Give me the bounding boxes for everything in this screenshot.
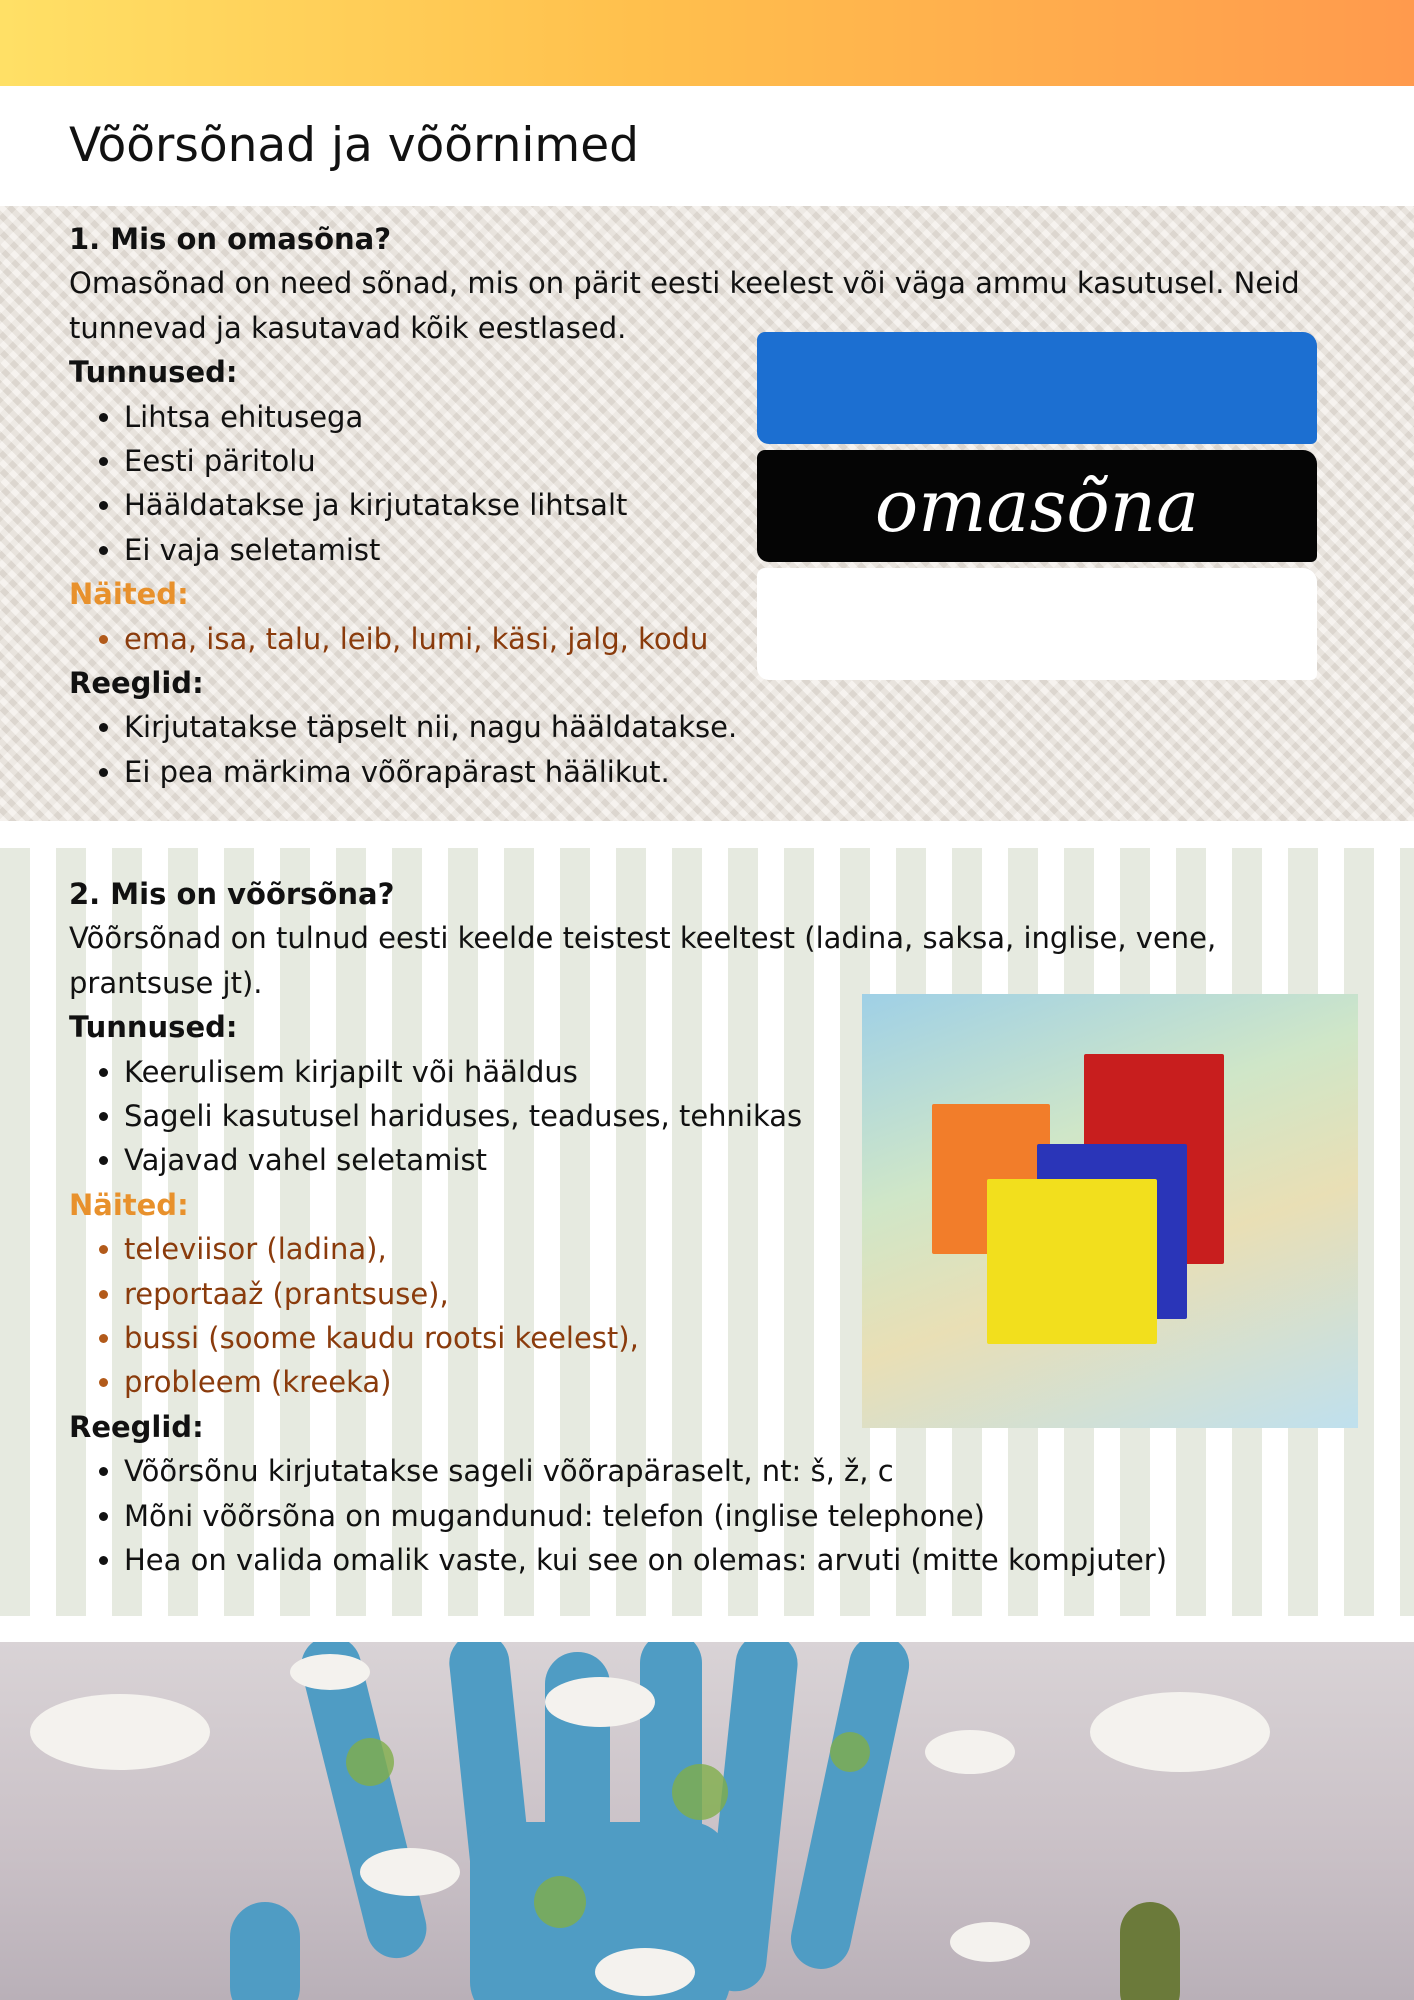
list-item: • Hääldatakse ja kirjutatakse lihtsalt xyxy=(124,483,1309,527)
list-item: • televiisor (ladina), xyxy=(124,1227,1309,1271)
list-item: • Mõni võõrsõna on mugandunud: telefon (inglise telephone) xyxy=(124,1494,1309,1538)
list-item: • probleem (kreeka) xyxy=(124,1360,1309,1404)
rules-list xyxy=(69,1449,1309,1582)
section-voorsona xyxy=(69,872,1309,1583)
list-item: • Eesti päritolu xyxy=(124,439,1309,483)
list-item: • Ei vaja seletamist xyxy=(124,528,1309,572)
section-heading: 2. Mis on võõrsõna? xyxy=(69,877,395,911)
features-label: Tunnused: xyxy=(69,1010,238,1045)
features-list xyxy=(69,1050,1309,1183)
features-list xyxy=(69,395,1309,573)
rules-label: Reeglid: xyxy=(69,1409,204,1444)
examples-list xyxy=(69,617,1309,661)
list-item: • Keerulisem kirjapilt või hääldus xyxy=(124,1050,1309,1094)
features-label: Tunnused: xyxy=(69,355,238,390)
list-item: • Hea on valida omalik vaste, kui see on olemas: arvuti (mitte kompjuter) xyxy=(124,1538,1309,1582)
flag-word: omasõna xyxy=(874,464,1200,548)
list-item: • ema, isa, talu, leib, lumi, käsi, jalg, kodu xyxy=(124,617,1309,661)
rules-list xyxy=(69,705,1309,794)
list-item: • Võõrsõnu kirjutatakse sageli võõrapäraselt, nt: š, ž, c xyxy=(124,1449,1309,1493)
rules-label: Reeglid: xyxy=(69,666,204,701)
list-item: • bussi (soome kaudu rootsi keelest), xyxy=(124,1316,1309,1360)
list-item: • Vajavad vahel seletamist xyxy=(124,1138,1309,1182)
world-map-hands-image xyxy=(0,1642,1414,2000)
section-intro: Omasõnad on need sõnad, mis on pärit eesti keelest või väga ammu kasutusel. Neid tunnevad ja kasutavad kõik eestlased. xyxy=(69,266,1300,345)
hands-doves-illustration xyxy=(0,1642,1414,2000)
list-item: • Lihtsa ehitusega xyxy=(124,395,1309,439)
page-title: Võõrsõnad ja võõrnimed xyxy=(69,118,639,173)
section-heading: 1. Mis on omasõna? xyxy=(69,222,392,256)
list-item: • Ei pea märkima võõrapärast häälikut. xyxy=(124,750,1309,794)
list-item: • Kirjutatakse täpselt nii, nagu hääldatakse. xyxy=(124,705,1309,749)
list-item: • reportaaž (prantsuse), xyxy=(124,1272,1309,1316)
section-intro: Võõrsõnad on tulnud eesti keelde teistest keeltest (ladina, saksa, inglise, vene, prantsuse jt). xyxy=(69,921,1217,1000)
top-banner xyxy=(0,0,1414,86)
section-omasona xyxy=(69,217,1309,794)
examples-label: Näited: xyxy=(69,577,189,612)
examples-label: Näited: xyxy=(69,1187,189,1222)
list-item: • Sageli kasutusel hariduses, teaduses, tehnikas xyxy=(124,1094,1309,1138)
examples-list xyxy=(69,1227,1309,1405)
